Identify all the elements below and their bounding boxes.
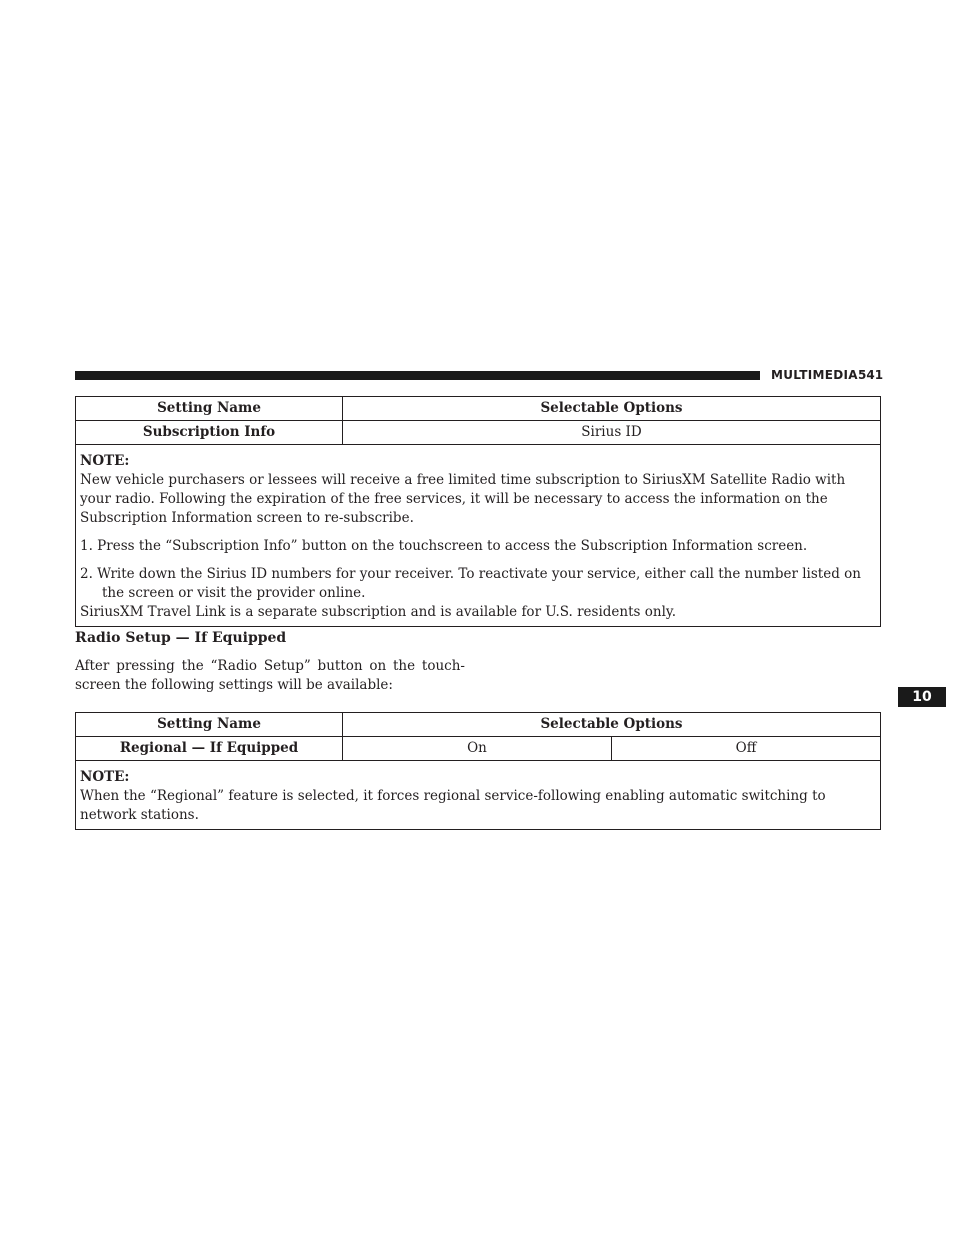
setting-regional: Regional — If Equipped xyxy=(76,737,343,761)
section-title: MULTIMEDIA xyxy=(771,368,858,382)
page-number: 541 xyxy=(858,368,884,382)
option-off: Off xyxy=(612,737,881,761)
note-text: When the “Regional” feature is selected, it forces regional service-following enabling automatic switching to network stations. xyxy=(80,788,826,823)
table-header-row xyxy=(76,713,881,737)
note-title: NOTE: xyxy=(80,769,130,785)
column-header-selectable-options: Selectable Options xyxy=(343,713,881,737)
radio-setup-intro: After pressing the “Radio Setup” button on the touch-screen the following settings will be available: xyxy=(75,658,465,693)
note-title: NOTE: xyxy=(80,453,130,469)
note-row xyxy=(76,761,881,830)
column-header-selectable-options: Selectable Options xyxy=(343,397,881,421)
note-row xyxy=(76,445,881,627)
regional-note xyxy=(76,761,881,830)
table-row xyxy=(76,421,881,445)
subscription-note xyxy=(76,445,881,627)
table-row xyxy=(76,737,881,761)
setting-subscription-info: Subscription Info xyxy=(76,421,343,445)
subscription-settings-table xyxy=(75,396,881,627)
option-sirius-id: Sirius ID xyxy=(343,421,881,445)
chapter-tab: 10 xyxy=(898,687,946,707)
step-2: 2. Write down the Sirius ID numbers for your receiver. To reactivate your service, either call the number listed on the screen or visit the provider online. xyxy=(80,566,861,601)
note-text: New vehicle purchasers or lessees will receive a free limited time subscription to SiriusXM Satellite Radio with your radio. Following the expiration of the free services, it will be necessary to access the information on the Subscription Information screen to re-subscribe. xyxy=(80,472,846,526)
header-rule xyxy=(75,371,760,380)
column-header-setting-name: Setting Name xyxy=(76,397,343,421)
column-header-setting-name: Setting Name xyxy=(76,713,343,737)
radio-setup-heading: Radio Setup — If Equipped xyxy=(75,630,287,646)
travel-link-note: SiriusXM Travel Link is a separate subscription and is available for U.S. residents only. xyxy=(80,604,677,620)
step-1: 1. Press the “Subscription Info” button on the touchscreen to access the Subscription Information screen. xyxy=(80,538,808,554)
radio-setup-table xyxy=(75,712,881,830)
option-on: On xyxy=(343,737,612,761)
table-header-row xyxy=(76,397,881,421)
